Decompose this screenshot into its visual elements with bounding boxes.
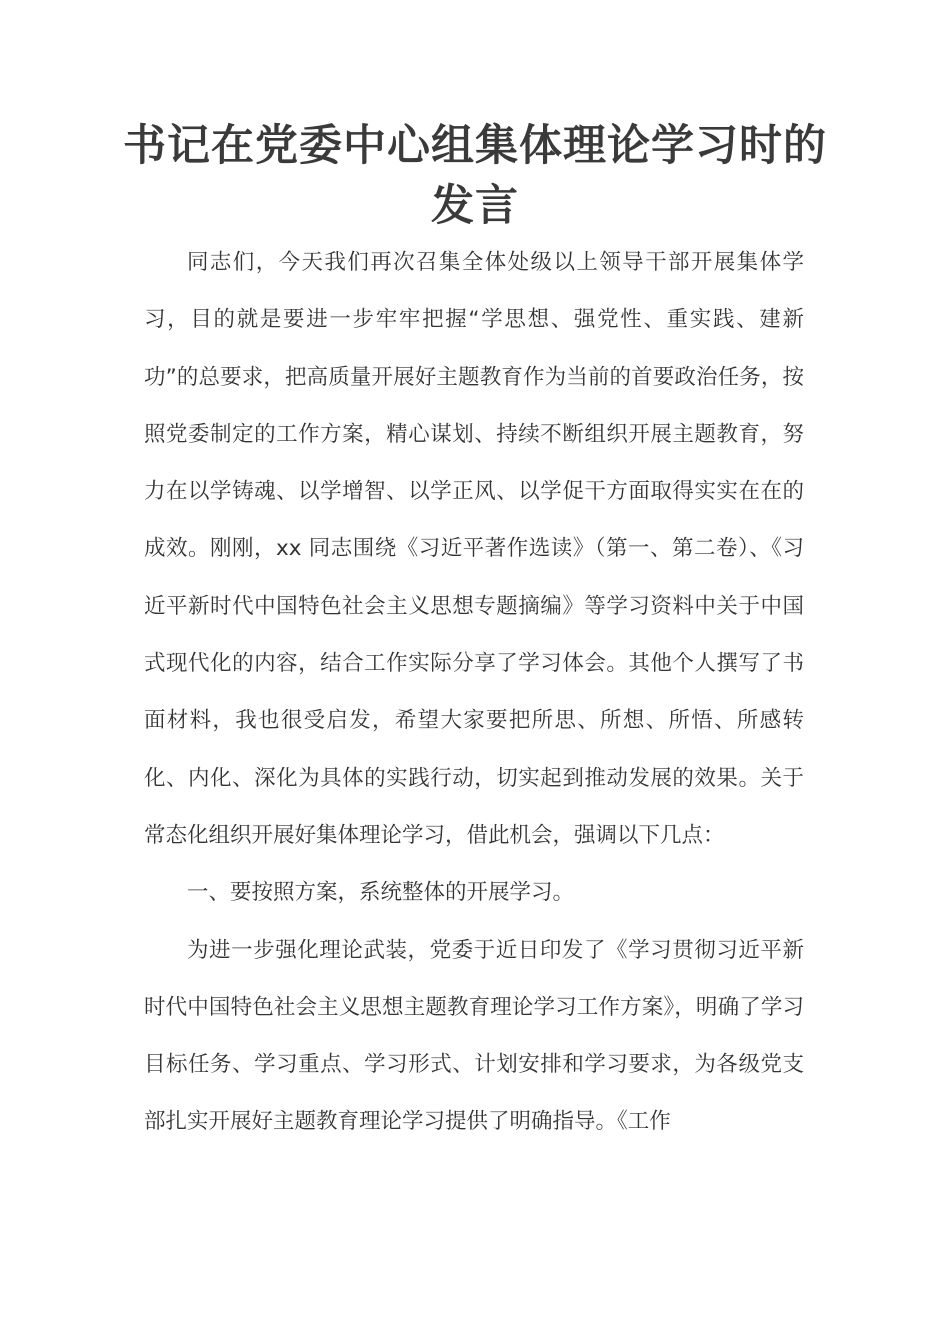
paragraph-section-body: 为进一步强化理论武装，党委于近日印发了《学习贯彻习近平新时代中国特色社会主义思想主题教育理论学习工作方案》，明确了学习目标任务、学习重点、学习形式、计划安排和学习要求，为各级党支部扎实开展好主题教育理论学习提供了明确指导。《工作 xyxy=(144,937,804,1135)
document-body xyxy=(144,234,804,1151)
paragraph-section-heading: 一、要按照方案，系统整体的开展学习。 xyxy=(187,880,575,906)
paragraph-opening: 同志们，今天我们再次召集全体处级以上领导干部开展集体学习，目的就是要进一步牢牢把握“学思想、强党性、重实践、建新功”的总要求，把高质量开展好主题教育作为当前的首要政治任务，按照党委制定的工作方案，精心谋划、持续不断组织开展主题教育，努力在以学铸魂、以学增智、以学正风、以学促干方面取得实实在在的成效。刚刚，xx 同志围绕《习近平著作选读》（第一、第二卷）、《习近平新时代中国特色社会主义思想专题摘编》等学习资料中关于中国式现代化的内容，结合工作实际分享了学习体会。其他个人撰写了书面材料，我也很受启发，希望大家要把所思、所想、所悟、所感转化、内化、深化为具体的实践行动，切实起到推动发展的效果。关于常态化组织开展好集体理论学习，借此机会，强调以下几点： xyxy=(144,250,804,848)
document-title: 书记在党委中心组集体理论学习时的发言 xyxy=(123,121,827,231)
